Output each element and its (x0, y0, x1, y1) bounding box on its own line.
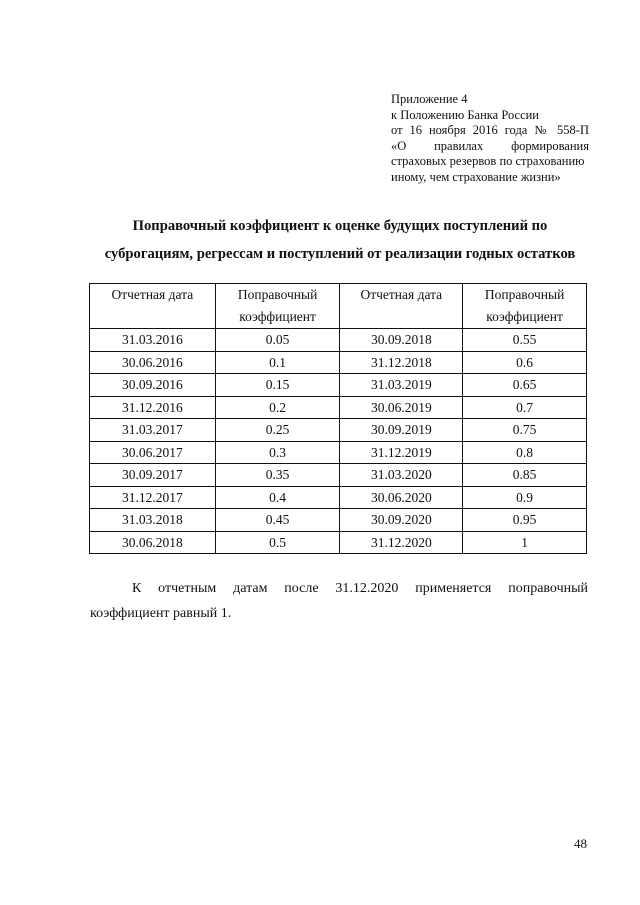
table-row (90, 486, 587, 509)
table-row (90, 441, 587, 464)
date-cell: 30.06.2019 (340, 396, 463, 419)
coefficient-cell: 0.65 (463, 374, 587, 397)
date-cell: 30.09.2019 (340, 419, 463, 442)
date-cell: 31.12.2017 (90, 486, 216, 509)
date-cell: 30.09.2020 (340, 509, 463, 532)
header-date: Отчетная дата (340, 284, 463, 329)
note-line: коэффициент равный 1. (90, 606, 232, 621)
header-coefficient: Поправочный коэффициент (215, 284, 340, 329)
date-cell: 30.09.2017 (90, 464, 216, 487)
note-paragraph (90, 576, 588, 626)
date-cell: 31.03.2016 (90, 329, 216, 352)
coefficient-cell: 0.05 (215, 329, 340, 352)
coefficient-cell: 0.75 (463, 419, 587, 442)
appendix-reference (391, 92, 589, 186)
date-cell: 30.06.2020 (340, 486, 463, 509)
date-cell: 31.12.2019 (340, 441, 463, 464)
coefficient-cell: 0.4 (215, 486, 340, 509)
date-cell: 30.09.2018 (340, 329, 463, 352)
page-number: 48 (574, 836, 587, 851)
coefficient-cell: 0.45 (215, 509, 340, 532)
coefficient-cell: 0.95 (463, 509, 587, 532)
date-cell: 31.03.2020 (340, 464, 463, 487)
header-date: Отчетная дата (90, 284, 216, 329)
coefficient-cell: 0.55 (463, 329, 587, 352)
appendix-line: страховых резервов по страхованию (391, 154, 585, 169)
title-line: суброгациям, регрессам и поступлений от реализации годных остатков (104, 246, 576, 262)
table-row (90, 329, 587, 352)
table-row (90, 351, 587, 374)
table-row (90, 531, 587, 554)
date-cell: 30.06.2018 (90, 531, 216, 554)
table-row (90, 374, 587, 397)
coefficient-cell: 0.15 (215, 374, 340, 397)
date-cell: 31.12.2018 (340, 351, 463, 374)
appendix-line: «О правилах формирования (391, 138, 589, 153)
coefficient-cell: 0.85 (463, 464, 587, 487)
date-cell: 31.12.2016 (90, 396, 216, 419)
coefficient-cell: 0.8 (463, 441, 587, 464)
appendix-line: иному, чем страхование жизни» (391, 169, 561, 184)
coefficient-table (89, 283, 587, 554)
appendix-line: от 16 ноября 2016 года № 558-П (391, 123, 589, 138)
table-row (90, 396, 587, 419)
table-body (90, 329, 587, 554)
date-cell: 31.12.2020 (340, 531, 463, 554)
appendix-line: к Положению Банка России (391, 107, 539, 122)
date-cell: 30.09.2016 (90, 374, 216, 397)
coefficient-cell: 0.5 (215, 531, 340, 554)
coefficient-cell: 0.25 (215, 419, 340, 442)
coefficient-cell: 0.7 (463, 396, 587, 419)
note-line: К отчетным датам после 31.12.2020 применяется поправочный (132, 581, 588, 596)
date-cell: 31.03.2019 (340, 374, 463, 397)
date-cell: 31.03.2017 (90, 419, 216, 442)
coefficient-cell: 0.9 (463, 486, 587, 509)
table-row (90, 509, 587, 532)
coefficient-cell: 0.6 (463, 351, 587, 374)
coefficient-cell: 0.1 (215, 351, 340, 374)
coefficient-cell: 0.3 (215, 441, 340, 464)
date-cell: 30.06.2016 (90, 351, 216, 374)
table-row (90, 464, 587, 487)
table-header-row (90, 284, 587, 329)
header-coefficient: Поправочный коэффициент (463, 284, 587, 329)
title-line: Поправочный коэффициент к оценке будущих поступлений по (132, 218, 548, 234)
coefficient-cell: 1 (463, 531, 587, 554)
date-cell: 30.06.2017 (90, 441, 216, 464)
document-title (90, 212, 590, 268)
appendix-line: Приложение 4 (391, 92, 468, 106)
table-row (90, 419, 587, 442)
coefficient-cell: 0.35 (215, 464, 340, 487)
date-cell: 31.03.2018 (90, 509, 216, 532)
coefficient-cell: 0.2 (215, 396, 340, 419)
